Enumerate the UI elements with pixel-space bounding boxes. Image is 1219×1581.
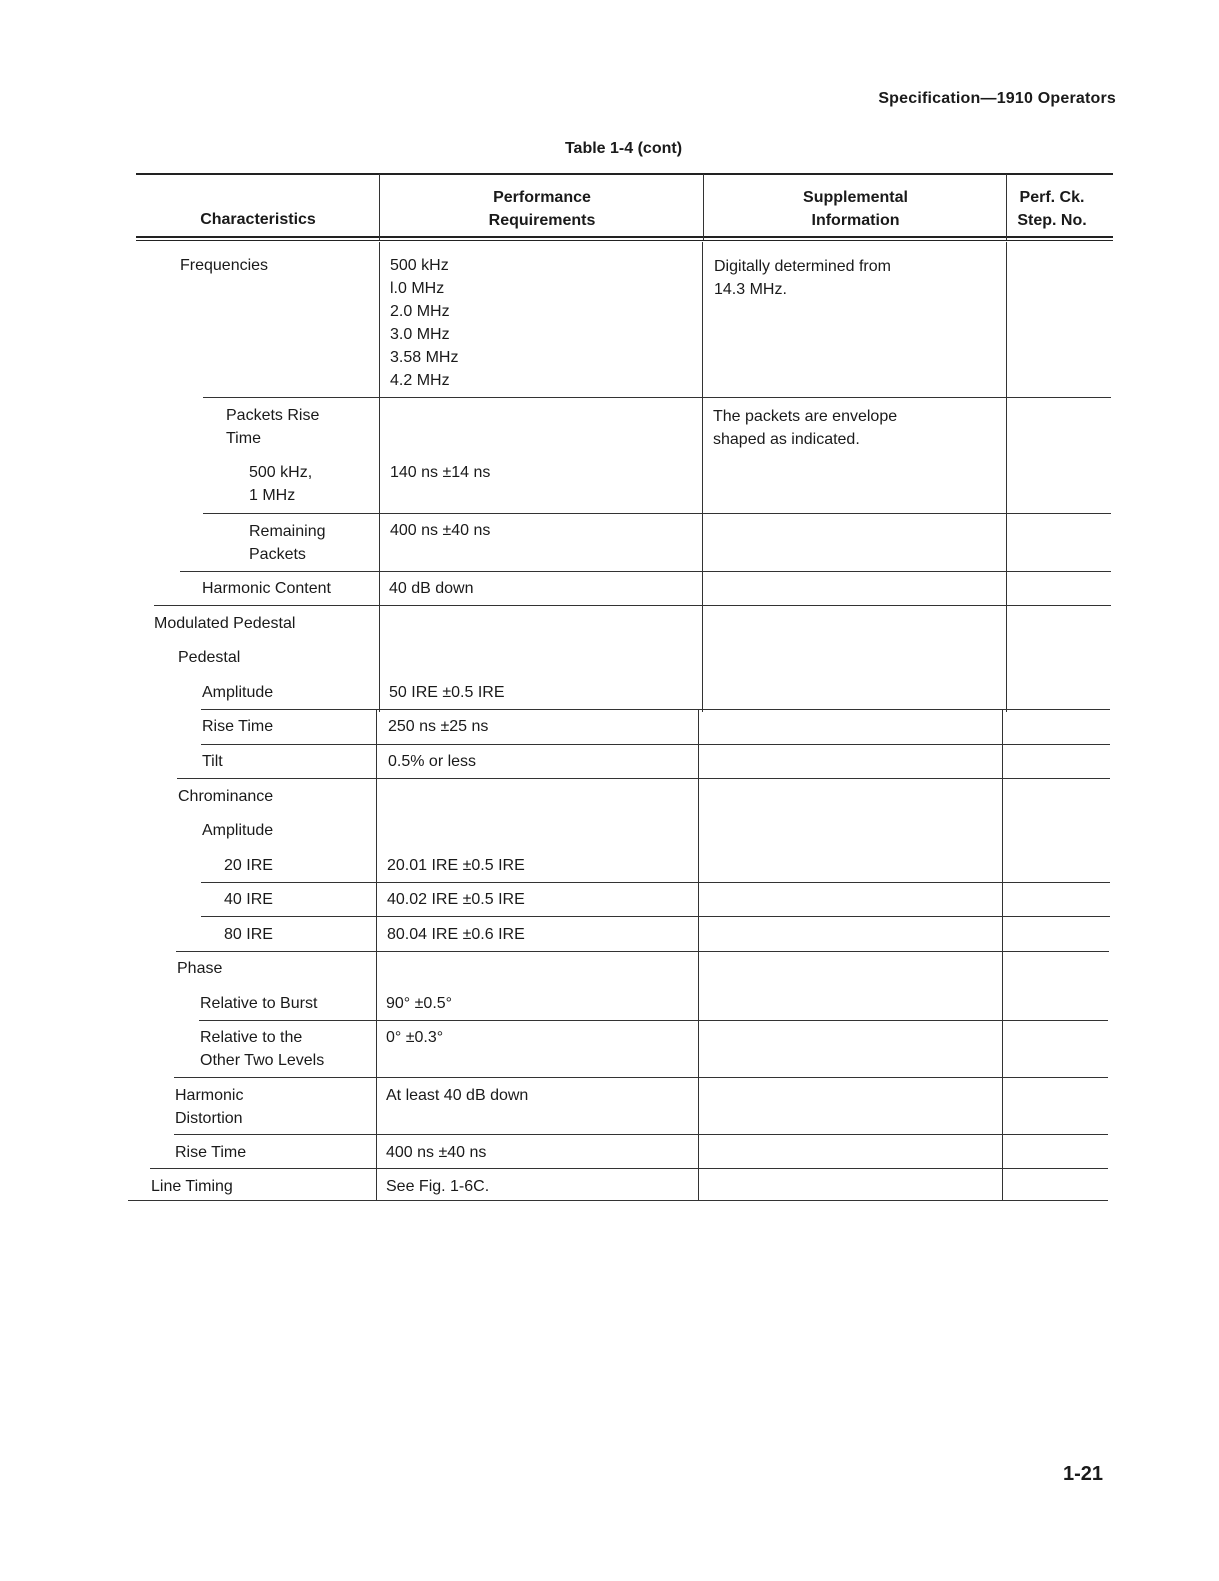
column-divider	[1002, 710, 1003, 1201]
row-performance: 20.01 IRE ±0.5 IRE	[387, 857, 525, 874]
row-characteristic: Amplitude	[202, 684, 274, 701]
row-characteristic: Amplitude	[202, 822, 274, 839]
header-performance-requirements: Performance Requirements	[488, 189, 596, 229]
row-performance: At least 40 dB down	[386, 1087, 529, 1104]
row-characteristic: Frequencies	[180, 257, 269, 274]
row-performance: See Fig. 1-6C.	[386, 1178, 490, 1195]
row-characteristic: Relative to Burst	[200, 995, 318, 1012]
row-performance: 0.5% or less	[388, 753, 477, 770]
row-separator	[201, 709, 1110, 710]
row-separator	[201, 882, 1110, 883]
table-bottom-rule	[128, 1200, 1108, 1201]
row-characteristic: Phase	[177, 960, 223, 977]
header-characteristics: Characteristics	[200, 211, 316, 228]
column-divider	[379, 242, 380, 712]
row-separator	[203, 397, 1111, 398]
row-separator	[176, 951, 1109, 952]
header-divider	[703, 174, 704, 240]
row-separator	[201, 916, 1110, 917]
row-characteristic: Rise Time	[175, 1144, 247, 1161]
row-performance: 40.02 IRE ±0.5 IRE	[387, 891, 525, 908]
row-performance: 500 kHz l.0 MHz 2.0 MHz 3.0 MHz 3.58 MHz 4.2 MHz	[390, 257, 459, 389]
row-separator	[174, 1134, 1108, 1135]
row-supplemental: The packets are envelope shaped as indicated.	[713, 408, 898, 448]
row-performance: 400 ns ±40 ns	[390, 522, 491, 539]
row-separator	[199, 1020, 1108, 1021]
header-bottom-rule-double	[136, 240, 1113, 241]
row-characteristic: 80 IRE	[224, 926, 273, 943]
running-head: Specification—1910 Operators	[878, 90, 1116, 107]
table-title: Table 1-4 (cont)	[564, 140, 683, 157]
row-performance: 40 dB down	[389, 580, 474, 597]
row-characteristic: Line Timing	[151, 1178, 233, 1195]
row-characteristic: 500 kHz, 1 MHz	[249, 464, 313, 504]
column-divider	[698, 710, 699, 1201]
header-divider	[379, 174, 380, 240]
row-characteristic: Remaining Packets	[249, 523, 326, 563]
row-characteristic: Harmonic Distortion	[175, 1087, 244, 1127]
page-number: 1-21	[1062, 1463, 1103, 1485]
row-separator	[174, 1077, 1108, 1078]
row-separator	[180, 571, 1111, 572]
row-performance: 400 ns ±40 ns	[386, 1144, 487, 1161]
header-bottom-rule	[136, 236, 1113, 238]
header-supplemental-information: Supplemental Information	[803, 189, 908, 229]
row-characteristic: Tilt	[202, 753, 223, 770]
row-separator	[154, 605, 1111, 606]
column-divider	[376, 710, 377, 1201]
row-performance: 90° ±0.5°	[386, 995, 453, 1012]
row-performance: 50 IRE ±0.5 IRE	[389, 684, 505, 701]
row-performance: 0° ±0.3°	[386, 1029, 444, 1046]
column-divider	[1006, 242, 1007, 712]
row-characteristic: Modulated Pedestal	[154, 615, 296, 632]
row-characteristic: 40 IRE	[224, 891, 273, 908]
row-performance: 80.04 IRE ±0.6 IRE	[387, 926, 525, 943]
row-characteristic: Packets Rise Time	[226, 407, 320, 447]
table-top-rule	[136, 173, 1113, 175]
row-performance: 140 ns ±14 ns	[390, 464, 491, 481]
row-performance: 250 ns ±25 ns	[388, 718, 489, 735]
header-perf-ck-step: Perf. Ck. Step. No.	[1017, 189, 1087, 229]
row-characteristic: Harmonic Content	[202, 580, 331, 597]
column-divider	[702, 242, 703, 712]
row-supplemental: Digitally determined from 14.3 MHz.	[714, 258, 891, 298]
row-characteristic: 20 IRE	[224, 857, 273, 874]
row-characteristic: Relative to the Other Two Levels	[200, 1029, 325, 1069]
header-divider	[1006, 174, 1007, 240]
row-separator	[201, 744, 1110, 745]
row-separator	[177, 778, 1110, 779]
row-characteristic: Chrominance	[178, 788, 274, 805]
row-characteristic: Pedestal	[178, 649, 241, 666]
row-separator	[203, 513, 1111, 514]
row-characteristic: Rise Time	[202, 718, 274, 735]
row-separator	[150, 1168, 1108, 1169]
